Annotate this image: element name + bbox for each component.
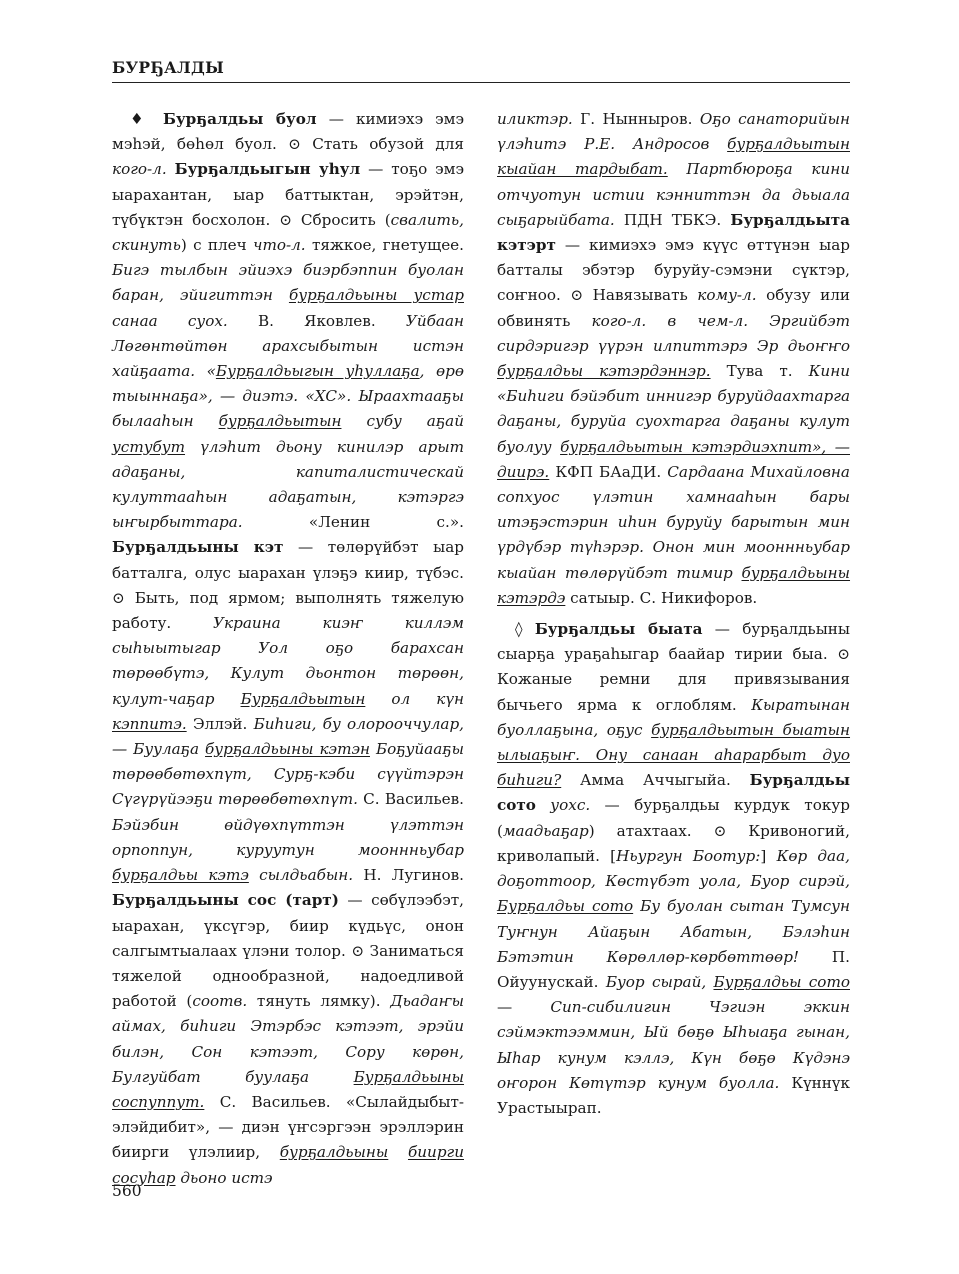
- example: Уйбаан Лөгөнтөйтөн арахсыбытын истэн хайҕаата. «: [112, 311, 464, 381]
- space: [185, 438, 200, 456]
- definition: ) с плеч: [180, 236, 254, 255]
- example: Эргийбэт сирдэригэр үүрэн илпиттэрэ Эр дьоҥҥо: [497, 311, 851, 355]
- example: Ньургун Боотур:: [616, 846, 761, 865]
- headword: Бурҕалдьы сото: [497, 771, 850, 815]
- headword: Бурҕалдьы быата: [534, 620, 703, 639]
- example: сылдьабын.: [259, 866, 354, 885]
- space: [341, 412, 366, 430]
- definition: — сөбүлээбэт, ыарахан, үксүгэр, биир күдьүс, онон салгымтыалаах үлэни толор. ⊙ Заниматься тяжелой однообразной, надоедливой работой (: [112, 891, 464, 1011]
- example: Кини «Биһиги бэйэбит иннигэр буруйдаахтарга даҕаны, буруйа суохтарга даҕаны кулут буолуу: [497, 362, 850, 456]
- space: [273, 286, 289, 304]
- example-keyword: Бурҕалдьыны соспуппут.: [112, 1067, 465, 1111]
- left-column: [112, 107, 464, 1191]
- space: [249, 866, 259, 884]
- example: субу аҕай: [366, 412, 465, 431]
- example: Боҕуйааҕы төрөөбөтөхпүт, Сурҕ-кэби сүүйтэрэн Сүгүрүйээҕи төрөөбөтөхпүт.: [112, 740, 464, 809]
- headword: Бурҕалдьыны кэт: [112, 538, 284, 557]
- example-keyword: бурҕалдьыны кэтэрдэ: [497, 563, 851, 607]
- example: үлэһит дьону кинилэр арыт адаҕаны, капиталистическай кулуттааһын адаҕатын, кэтэргэ ыҥырбыттара.: [112, 437, 464, 532]
- example-keyword: Бурҕалдьыгын уһуллаҕа: [215, 362, 420, 381]
- entry-burgaldy-buol: [112, 107, 464, 1191]
- right-column: [497, 107, 850, 1121]
- source: Тува т.: [710, 362, 809, 381]
- space: [167, 160, 175, 178]
- example: Ыраахтааҕы былааһын: [112, 387, 464, 431]
- gloss: соотв.: [192, 992, 248, 1011]
- space: [668, 160, 687, 178]
- source: ПДН ТБКЭ.: [614, 210, 731, 229]
- example: иликтэр.: [497, 110, 573, 128]
- space: [706, 973, 713, 991]
- gloss: свалить, скинуть: [112, 210, 464, 255]
- definition: — бурҕалдьы курдук токур (: [497, 796, 850, 840]
- example: дьоно истэ: [180, 1168, 273, 1187]
- example: Бэйэбин өйдүөхпүттэн үлэттэн орпоппун, куруутун мооннньубар: [112, 815, 464, 859]
- space: [194, 412, 219, 430]
- example-keyword: Бурҕалдьытын: [240, 689, 366, 708]
- source: Амма Аччыгыйа.: [561, 771, 750, 790]
- source: С. Васильев. «Сылайдыбыт-элэйдибит», — диэн үҥсэргээн эрэллэрин биирги үлэлиир,: [112, 1092, 464, 1162]
- space: [709, 135, 727, 153]
- source: «Ленин с.».: [242, 513, 464, 532]
- example-keyword: бурҕалдьы кэтэрдэннэр.: [497, 362, 711, 381]
- source: Эллэй.: [186, 714, 254, 733]
- entry-burgaldy-byata: [497, 617, 850, 1121]
- example-keyword: кэппитэ.: [112, 714, 187, 733]
- example: Сардаана Михайловна сопхуос үлэтин хамнааһын бары итэҕэстэрин иһин буруйу барытын мин үрдүбэр түһэрэр. Онон мин мооннньубар кыайан төлөрүйбэт тимир: [497, 462, 850, 582]
- space: [646, 312, 667, 330]
- definition: — кимиэхэ эмэ күүс өттүнэн ыар батталы эбэтэр буруйу-сэмэни сүктэр, соҥноо. ⊙ Навязывать: [497, 236, 850, 305]
- space: [260, 1143, 280, 1161]
- definition: обузу или обвинять: [497, 286, 850, 330]
- example: Оҕо санаторийын үлэһитэ Р.Е. Андросов: [497, 110, 850, 154]
- example-keyword: бурҕалдьыны устар: [288, 286, 464, 305]
- headword: Бурҕалдьыгын уһул: [174, 160, 361, 179]
- example: , өрө тыыннаҕа», — диэтэ. «ХС».: [112, 362, 464, 406]
- example: Украина киэҥ киллэм сыһыытыгар Уол оҕо барахсан төрөөбүтэ, Кулут дьонтон төрөөн, кулут-чаҕар: [112, 614, 464, 708]
- example-keyword: бурҕалдьытын кыайан тардыбат.: [497, 135, 850, 179]
- gloss: кого-л.: [591, 311, 647, 330]
- space: [365, 690, 391, 708]
- definition: — кимиэхэ эмэ мэһэй, бөһөл буол. ⊙ Стать обузой для: [112, 110, 464, 154]
- example-keyword: Бурҕалдьы сото: [713, 972, 850, 991]
- lozenge-icon: ◊: [515, 620, 535, 639]
- definition: ]: [760, 846, 777, 865]
- example-keyword: устубут: [112, 437, 186, 456]
- example: Бу буолан сытан Тумсун Туҥнун Айаҕын Абатын, Бэлэһин Бэтэтин Көрөллөр-көрбөттөөр!: [497, 897, 850, 966]
- example-keyword: бурҕалдьытын: [218, 412, 342, 431]
- definition: —: [497, 998, 551, 1017]
- definition: — тоҕо эмэ ыарахантан, ыар баттыктан, эрэйтэн, түбүктэн босхолон. ⊙ Сбросить (: [112, 160, 464, 229]
- definition: тянуть лямку).: [247, 992, 391, 1011]
- source: сатыыр. С. Никифоров.: [565, 588, 758, 607]
- example: Биһиги, бу олорооччулар, — Буулаҕа: [112, 714, 464, 759]
- space: [643, 721, 652, 739]
- gloss: что-л.: [253, 236, 306, 255]
- example-keyword: бурҕалдьы кэтэ: [112, 866, 249, 885]
- example: санаа суох.: [112, 311, 228, 330]
- example: Буор сырай,: [605, 972, 707, 991]
- space: [309, 1068, 354, 1086]
- example: ол күн: [391, 689, 465, 708]
- example: Дьадаҥы аймах, биһиги Этэрбэс кэтээт, эрэйи билэн, Сон кэтээт, Сору көрөн, Булгуйбат буулаҕа: [112, 992, 464, 1086]
- example: Көр даа, доҕоттоор, Көстүбэт уола, Буор сирэй,: [497, 846, 850, 891]
- example: Бигэ тылбын эйиэхэ биэрбэппин буолан баран, эйигиттэн: [112, 261, 464, 305]
- source: С. Васильев.: [357, 790, 465, 809]
- space: [388, 1143, 408, 1161]
- gloss: в чем-л.: [667, 311, 749, 330]
- page-header: [112, 56, 850, 83]
- gloss: уохс.: [550, 796, 591, 815]
- space: [748, 312, 769, 330]
- space: [733, 564, 742, 582]
- definition: — бурҕалдьыны сыарҕа ураҕаһыгар баайар тирии быа. ⊙ Кожаные ремни для привязывания бычьего ярма к оглоблям.: [497, 620, 851, 714]
- space: [536, 796, 550, 814]
- example-keyword: биирги сосуһар: [112, 1143, 464, 1187]
- diamond-icon: ♦: [130, 110, 163, 128]
- headword: Бурҕалдьы буол: [162, 110, 317, 128]
- headword: Бурҕалдьыта кэтэрт: [497, 210, 850, 255]
- example-keyword: Бурҕалдьы сото: [497, 897, 634, 916]
- definition: тяжкое, гнетущее.: [305, 236, 464, 255]
- source: В. Яковлев.: [227, 311, 406, 330]
- example-keyword: бурҕалдьытын быатын ылыаҕыҥ. Ону санаан аһарарбыт дуо биһиги?: [497, 720, 851, 790]
- gloss: кому-л.: [697, 286, 757, 305]
- page-number: 560: [112, 1182, 142, 1200]
- entry-continuation: [497, 107, 850, 611]
- source: Н. Лугинов.: [353, 866, 465, 885]
- gloss: маадьаҕар: [502, 821, 589, 840]
- source: КФП БАаДИ.: [549, 462, 668, 481]
- space: [552, 438, 561, 456]
- example: Сип-сибилигин Чэгиэн эккин сэймэктээммин, Ый бөҕө Ыһыаҕа гынан, Ыһар кунум кэллэ, Күн бөҕө Күдэнэ оҥорон Көтүтэр кунум буолла.: [497, 998, 850, 1092]
- example-keyword: бурҕалдьытын кэтэрдиэхпит», — диирэ.: [497, 437, 850, 481]
- headword: Бурҕалдьыны сос (тарт): [112, 891, 339, 910]
- definition: — төлөрүйбэт ыар батталга, олус ыарахан үлэҕэ киир, түбэс. ⊙ Быть, под ярмом; выполнять тяжелую работу.: [112, 538, 464, 633]
- source: Г. Нынныров.: [572, 110, 700, 128]
- space: [215, 690, 241, 708]
- gloss: кого-л.: [112, 160, 167, 179]
- running-head: БУРҔАЛДЫ: [112, 58, 225, 77]
- source: Күннүк Урастыырап.: [497, 1073, 851, 1117]
- definition: ) атахтаах. ⊙ Кривоногий, криволапый. [: [497, 821, 850, 865]
- example: Партбюроҕа кини отчуотун истии кэнниттэн да дьыала сыҕарыйбата.: [497, 160, 851, 229]
- source: П. Ойуунускай.: [497, 947, 850, 991]
- example-keyword: бурҕалдьыны кэтэн: [205, 740, 370, 759]
- example-keyword: бурҕалдьыны: [279, 1143, 389, 1162]
- example: Кыратынан буоллаҕына, оҕус: [497, 695, 850, 739]
